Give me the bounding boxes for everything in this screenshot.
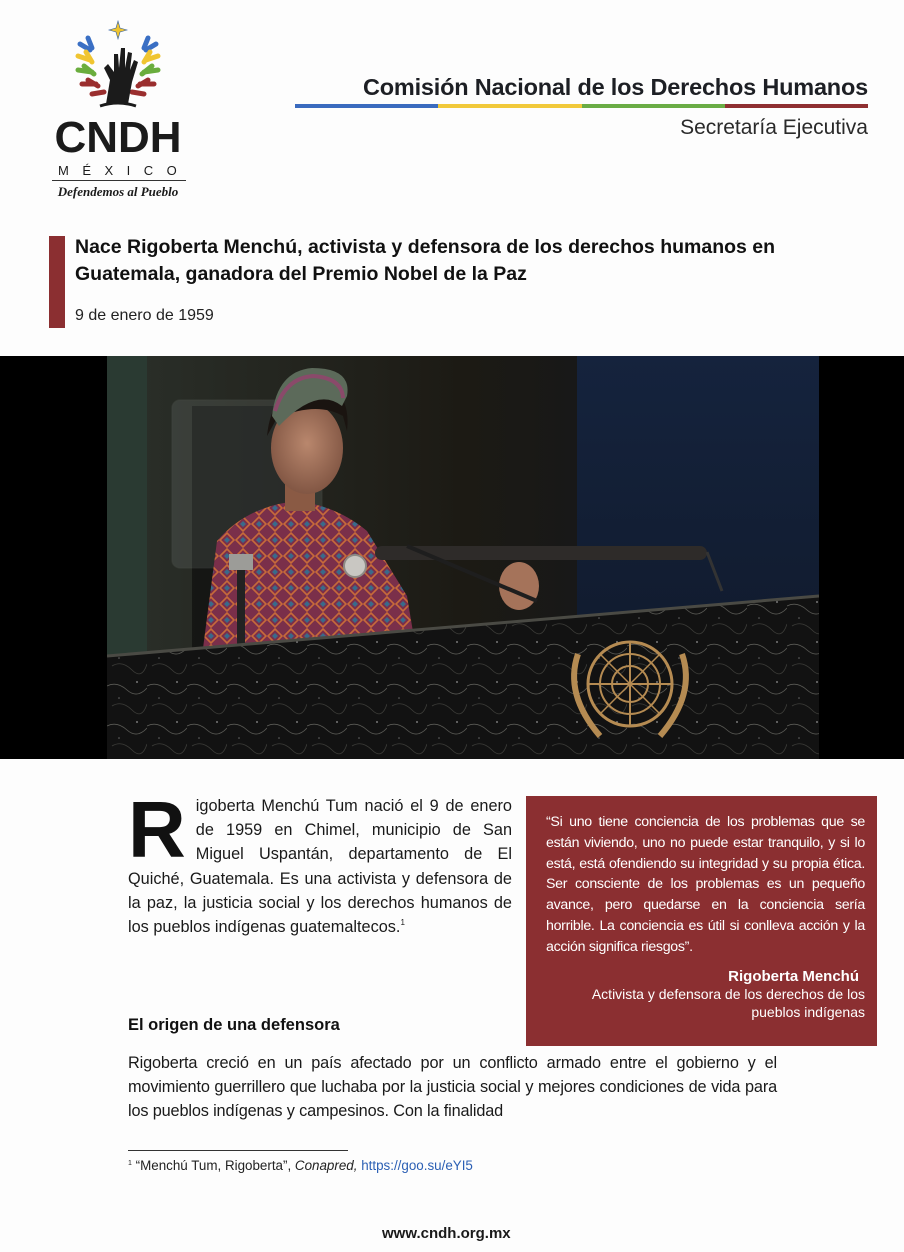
- header-color-bar: [295, 104, 868, 108]
- footnote-link[interactable]: https://goo.su/eYI5: [361, 1158, 473, 1173]
- color-bar-green: [582, 104, 725, 108]
- quote-author: Rigoberta Menchú: [728, 967, 859, 985]
- drop-cap: R: [128, 785, 186, 874]
- footnote-title: “Menchú Tum, Rigoberta”,: [135, 1158, 292, 1173]
- article-date: 9 de enero de 1959: [75, 307, 214, 324]
- quote-box: [526, 796, 877, 1046]
- color-bar-blue: [295, 104, 438, 108]
- cndh-logo: [48, 20, 191, 202]
- article-photo: [107, 356, 819, 759]
- footnote-divider: [128, 1150, 348, 1151]
- intro-paragraph: [128, 785, 512, 939]
- article-title: Nace Rigoberta Menchú, activista y defensora de los derechos humanos en Guatemala, ganadora del Premio Nobel de la Paz: [75, 236, 776, 285]
- laurel-hand-emblem-icon: [66, 20, 170, 120]
- footnote-number: 1: [128, 1160, 132, 1167]
- color-bar-yellow: [438, 104, 581, 108]
- title-accent-bar: [49, 236, 65, 328]
- color-bar-red: [725, 104, 868, 108]
- logo-acronym: CNDH: [54, 113, 182, 162]
- logo-divider: [52, 180, 186, 181]
- speaker-at-podium-image: [107, 356, 819, 759]
- quote-author-role: Activista y defensora de los derechos de los pueblos indígenas: [591, 985, 865, 1020]
- quote-text: “Si uno tiene conciencia de los problemas que se están viviendo, uno no puede estar tranquilo, y si lo está, está ofendiendo su integridad y su propia ética. Ser consciente de los problemas es un pequeño avance, pero quedarse en la conciencia sería horrible. La conciencia es útil si conlleva acción y la acción significa riesgos”.: [546, 814, 865, 955]
- footnote-reference[interactable]: 1: [400, 918, 405, 928]
- logo-country: MÉXICO: [58, 163, 191, 178]
- intro-text: igoberta Menchú Tum nació el 9 de enero de 1959 en Chimel, municipio de San Miguel Uspantán, departamento de El Quiché, Guatemala. Es una activista y defensora de la paz, la justicia social y los derechos humanos de los pueblos indígenas guatemaltecos.: [128, 797, 512, 937]
- section-paragraph: Rigoberta creció en un país afectado por un conflicto armado entre el gobierno y el movimiento guerrillero que luchaba por la justicia social y mejores condiciones de vida para los pueblos indígenas y campesinos. Con la finalidad: [128, 1054, 777, 1121]
- site-url[interactable]: www.cndh.org.mx: [382, 1225, 511, 1242]
- logo-motto: Defendemos al Pueblo: [57, 184, 179, 199]
- footnote: [128, 1158, 473, 1173]
- footnote-source: Conapred,: [294, 1158, 358, 1173]
- organization-name: Comisión Nacional de los Derechos Humanos: [362, 74, 868, 100]
- department-name: Secretaría Ejecutiva: [680, 116, 868, 139]
- section-heading: El origen de una defensora: [128, 1016, 340, 1034]
